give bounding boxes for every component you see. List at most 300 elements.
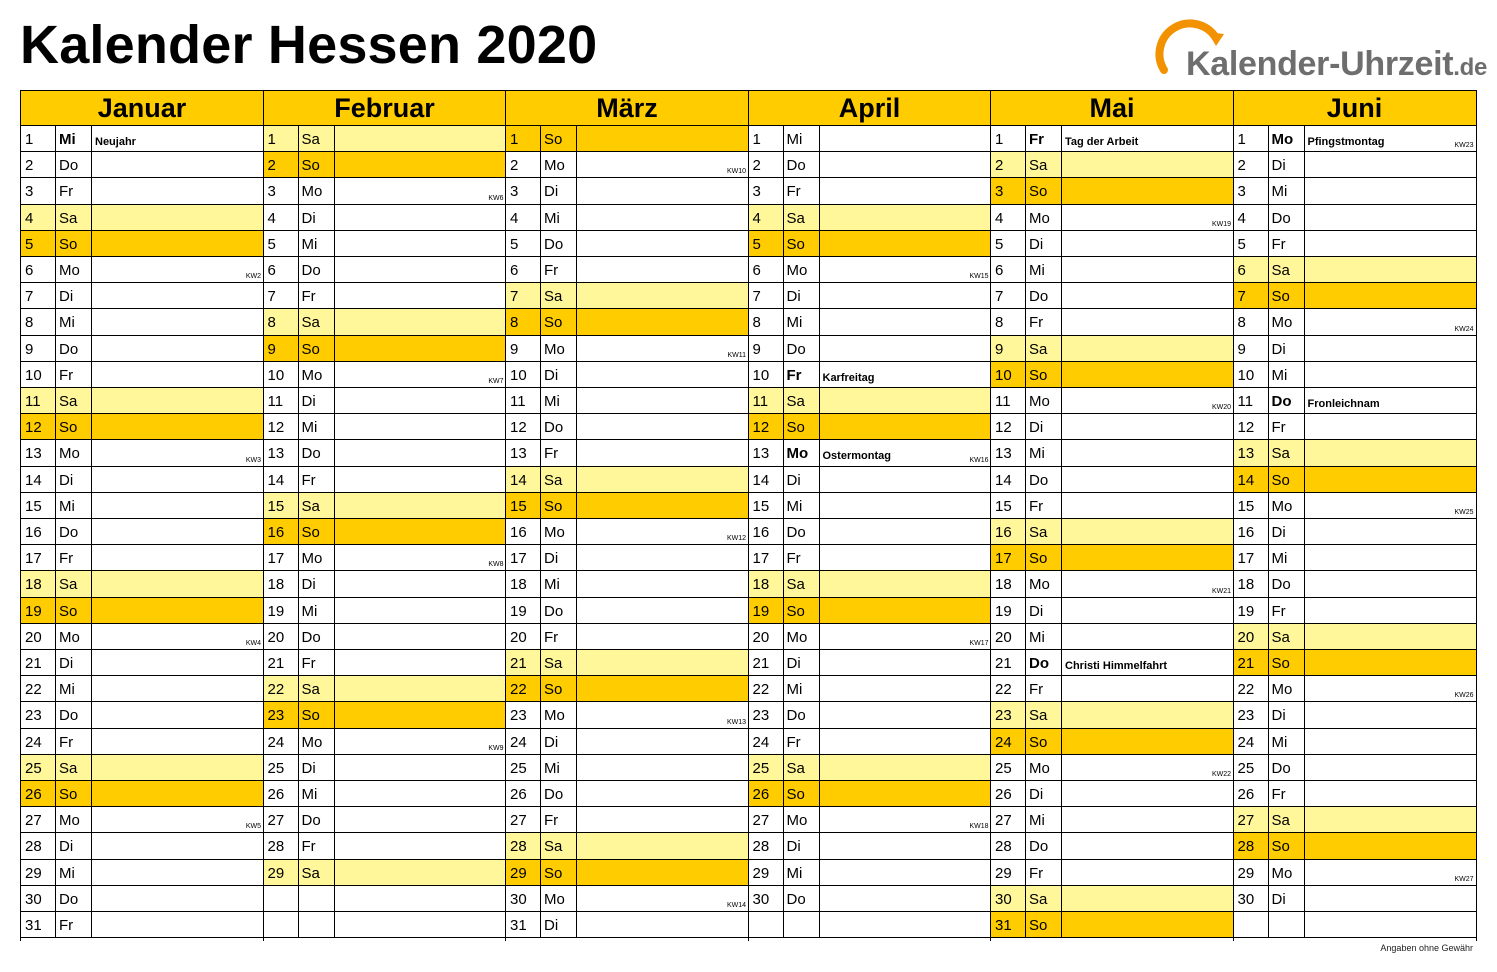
day-number: 25 [25,759,42,777]
weekday: Mo [59,628,80,646]
weekday: Di [1029,602,1044,620]
day-row[interactable] [749,729,991,755]
day-row[interactable] [1234,729,1476,755]
column-divider [334,598,335,623]
day-row[interactable] [1234,886,1476,912]
day-row[interactable] [749,440,991,466]
column-divider [91,624,92,649]
day-number: 13 [267,445,285,463]
column-divider [1268,309,1269,334]
day-row[interactable] [21,676,263,702]
day-row[interactable] [21,257,263,283]
column-divider [1304,912,1305,937]
day-row[interactable] [264,362,506,388]
day-row[interactable] [21,231,263,257]
day-row[interactable] [21,388,263,414]
day-row[interactable] [21,493,263,519]
day-row[interactable] [21,362,263,388]
day-row[interactable] [749,702,991,728]
column-divider [298,860,299,885]
day-row[interactable] [21,912,263,938]
day-row[interactable] [21,702,263,728]
day-row[interactable] [264,440,506,466]
column-divider [819,571,820,596]
day-row[interactable] [991,205,1233,231]
day-row[interactable] [506,283,748,309]
day-row[interactable] [21,650,263,676]
day-row[interactable] [506,912,748,938]
day-row[interactable] [506,650,748,676]
day-row[interactable] [749,336,991,362]
day-row[interactable] [991,336,1233,362]
day-row[interactable] [21,178,263,204]
column-divider [783,440,784,465]
day-row[interactable] [1234,571,1476,597]
day-row[interactable] [749,257,991,283]
day-row[interactable] [21,545,263,571]
day-row[interactable] [749,676,991,702]
day-row[interactable] [991,807,1233,833]
weekday: Fr [1029,131,1044,148]
day-row[interactable] [991,362,1233,388]
day-number: 9 [1237,340,1246,358]
day-row[interactable] [21,781,263,807]
day-number: 20 [1237,628,1255,646]
day-row[interactable] [991,152,1233,178]
weekday: Di [544,917,559,934]
weekday: So [786,602,805,620]
day-row[interactable] [1234,519,1476,545]
day-row[interactable] [506,571,748,597]
weekday: Fr [1271,235,1286,253]
weekday: So [1271,288,1290,306]
day-row[interactable] [506,860,748,886]
day-row[interactable] [991,414,1233,440]
weekday: Mi [1271,366,1288,384]
weekday: So [1271,838,1290,856]
day-row[interactable] [1234,414,1476,440]
day-row[interactable] [1234,440,1476,466]
day-row[interactable] [1234,624,1476,650]
column-divider [55,650,56,675]
weekday: Di [59,838,74,856]
day-row[interactable] [749,467,991,493]
day-row[interactable] [264,231,506,257]
day-row[interactable] [991,545,1233,571]
kalender-uhrzeit-logo[interactable] [1150,12,1488,84]
column-divider [91,152,92,177]
column-divider [91,362,92,387]
weekday: So [786,235,805,253]
column-divider [91,755,92,780]
column-divider [540,755,541,780]
day-row[interactable] [749,414,991,440]
day-row[interactable] [1234,650,1476,676]
column-divider [576,178,577,203]
week-number: KW14 [726,901,746,909]
day-row[interactable] [264,519,506,545]
column-divider [1061,598,1062,623]
day-row[interactable] [506,126,748,152]
day-row[interactable] [991,729,1233,755]
day-row[interactable] [749,912,991,938]
day-number: 6 [510,262,519,279]
day-row[interactable] [1234,860,1476,886]
column-divider [576,860,577,885]
weekday: So [1029,917,1048,934]
day-row[interactable] [991,598,1233,624]
day-row[interactable] [506,205,748,231]
weekday: So [786,786,805,803]
day-row[interactable] [1234,231,1476,257]
day-number: 7 [1237,288,1246,306]
day-row[interactable] [264,309,506,335]
day-row[interactable] [991,860,1233,886]
day-row[interactable] [264,152,506,178]
day-row[interactable] [21,598,263,624]
day-row[interactable] [506,807,748,833]
column-divider [576,729,577,754]
column-divider [1025,912,1026,937]
column-divider [1061,650,1062,675]
column-divider [298,152,299,177]
day-row[interactable] [1234,362,1476,388]
day-row[interactable] [991,912,1233,938]
weekday: Do [786,890,806,908]
day-row[interactable] [21,309,263,335]
day-row[interactable] [1234,283,1476,309]
day-row[interactable] [264,571,506,597]
day-row[interactable] [991,126,1233,152]
day-row[interactable] [991,571,1233,597]
weekday: Mi [1271,183,1288,201]
weekday: Do [1029,838,1049,856]
column-divider [1268,598,1269,623]
day-row[interactable] [21,624,263,650]
day-row[interactable] [991,257,1233,283]
day-row[interactable] [264,257,506,283]
day-number: 15 [995,497,1012,515]
day-row[interactable] [264,755,506,781]
day-row[interactable] [264,781,506,807]
weekday: Mi [544,759,560,777]
day-row[interactable] [264,336,506,362]
day-row[interactable] [991,178,1233,204]
day-row[interactable] [264,807,506,833]
day-row[interactable] [264,912,506,938]
day-row[interactable] [991,781,1233,807]
day-row[interactable] [21,467,263,493]
day-row[interactable] [1234,257,1476,283]
column-divider [819,388,820,413]
weekday: Mi [301,786,318,803]
column-divider [1061,833,1062,858]
column-divider [576,388,577,413]
day-row[interactable] [991,309,1233,335]
day-row[interactable] [21,440,263,466]
day-row[interactable] [749,126,991,152]
day-row[interactable] [749,388,991,414]
column-divider [819,781,820,806]
day-row[interactable] [21,833,263,859]
day-row[interactable] [506,388,748,414]
day-row[interactable] [506,886,748,912]
day-number: 1 [995,131,1004,148]
day-row[interactable] [264,729,506,755]
day-row[interactable] [991,519,1233,545]
day-row[interactable] [21,336,263,362]
day-row[interactable] [264,126,506,152]
day-row[interactable] [506,309,748,335]
day-row[interactable] [506,676,748,702]
column-divider [1061,755,1062,780]
column-divider [1304,519,1305,544]
day-row[interactable] [506,624,748,650]
column-divider [55,493,56,518]
day-row[interactable] [749,624,991,650]
column-divider [1025,178,1026,203]
weekday: Mo [544,157,565,175]
day-row[interactable] [749,493,991,519]
weekday: Do [59,890,79,908]
week-number: KW18 [969,823,989,831]
day-row[interactable] [506,362,748,388]
column-divider [298,283,299,308]
day-row[interactable] [264,388,506,414]
holiday-label: Fronleichnam [1307,398,1380,410]
day-row[interactable] [506,336,748,362]
day-row[interactable] [264,493,506,519]
day-number: 9 [995,340,1004,358]
column-divider [55,126,56,151]
column-divider [1061,886,1062,911]
week-number: KW9 [488,744,504,752]
day-row[interactable] [506,467,748,493]
day-row[interactable] [506,781,748,807]
day-row[interactable] [264,676,506,702]
day-row[interactable] [1234,598,1476,624]
day-row[interactable] [749,545,991,571]
day-row[interactable] [264,833,506,859]
day-row[interactable] [506,729,748,755]
column-divider [576,545,577,570]
day-row[interactable] [991,493,1233,519]
column-divider [783,336,784,361]
day-row[interactable] [1234,152,1476,178]
day-row[interactable] [749,781,991,807]
day-row[interactable] [991,650,1233,676]
day-row[interactable] [749,886,991,912]
day-number: 28 [752,838,770,856]
day-row[interactable] [991,440,1233,466]
day-number: 18 [510,576,527,594]
column-divider [1025,571,1026,596]
column-divider [334,309,335,334]
day-row[interactable] [264,860,506,886]
day-row[interactable] [264,178,506,204]
day-number: 18 [25,576,42,594]
day-row[interactable] [749,598,991,624]
day-row[interactable] [749,650,991,676]
day-number: 28 [1237,838,1255,856]
day-row[interactable] [749,309,991,335]
day-row[interactable] [1234,676,1476,702]
column-divider [783,650,784,675]
day-row[interactable] [1234,178,1476,204]
day-row[interactable] [264,545,506,571]
day-row[interactable] [1234,336,1476,362]
day-row[interactable] [1234,545,1476,571]
day-row[interactable] [21,755,263,781]
day-row[interactable] [506,519,748,545]
day-row[interactable] [264,598,506,624]
day-row[interactable] [991,833,1233,859]
day-row[interactable] [749,231,991,257]
day-row[interactable] [1234,309,1476,335]
column-divider [1061,336,1062,361]
day-row[interactable] [506,231,748,257]
day-number: 31 [25,917,42,934]
day-row[interactable] [991,467,1233,493]
week-number: KW20 [1211,404,1231,412]
day-number: 11 [995,393,1011,410]
column-divider [55,676,56,701]
day-row[interactable] [506,178,748,204]
day-row[interactable] [1234,493,1476,519]
day-row[interactable] [749,362,991,388]
day-row[interactable] [749,807,991,833]
column-divider [1304,833,1305,858]
day-row[interactable] [21,205,263,231]
column-divider [55,178,56,203]
weekday: Fr [1271,419,1286,437]
day-row[interactable] [264,283,506,309]
day-row[interactable] [991,886,1233,912]
column-divider [783,545,784,570]
day-row[interactable] [1234,205,1476,231]
column-divider [55,336,56,361]
column-divider [1061,702,1062,727]
day-row[interactable] [264,702,506,728]
day-row[interactable] [21,807,263,833]
column-divider [1268,676,1269,701]
weekday: Sa [786,393,805,410]
day-number: 11 [510,393,526,410]
weekday: Di [59,655,74,672]
day-row[interactable] [264,205,506,231]
day-number: 18 [1237,576,1255,594]
day-row[interactable] [991,702,1233,728]
day-row[interactable] [991,755,1233,781]
column-divider [1304,729,1305,754]
weekday: Sa [544,655,563,672]
day-row[interactable] [506,598,748,624]
day-row[interactable] [1234,702,1476,728]
day-row[interactable] [506,257,748,283]
day-row[interactable] [1234,467,1476,493]
day-row[interactable] [1234,388,1476,414]
day-number: 30 [995,890,1012,908]
day-row[interactable] [991,624,1233,650]
day-row[interactable] [506,545,748,571]
day-row[interactable] [21,126,263,152]
day-row[interactable] [506,493,748,519]
day-row[interactable] [21,414,263,440]
column-divider [55,702,56,727]
day-row[interactable] [264,650,506,676]
day-row[interactable] [991,676,1233,702]
day-row[interactable] [264,467,506,493]
day-row[interactable] [21,886,263,912]
day-row[interactable] [749,860,991,886]
day-row[interactable] [749,205,991,231]
column-divider [1304,440,1305,465]
day-row[interactable] [264,886,506,912]
day-row[interactable] [264,624,506,650]
column-divider [1268,860,1269,885]
weekday: Fr [59,550,74,568]
day-row[interactable] [21,519,263,545]
day-row[interactable] [1234,126,1476,152]
day-number: 22 [995,681,1012,699]
column-divider [55,414,56,439]
column-divider [1268,440,1269,465]
day-row[interactable] [1234,807,1476,833]
day-row[interactable] [749,571,991,597]
day-row[interactable] [1234,833,1476,859]
day-row[interactable] [749,152,991,178]
day-row[interactable] [749,519,991,545]
day-number: 28 [995,838,1012,856]
column-divider [91,467,92,492]
column-divider [334,886,335,911]
day-row[interactable] [749,755,991,781]
day-row[interactable] [749,833,991,859]
day-row[interactable] [991,283,1233,309]
day-row[interactable] [21,729,263,755]
day-row[interactable] [506,833,748,859]
day-row[interactable] [506,702,748,728]
day-number: 11 [267,393,284,410]
day-row[interactable] [21,860,263,886]
day-row[interactable] [749,178,991,204]
day-number: 2 [267,157,276,175]
day-row[interactable] [991,388,1233,414]
day-number: 6 [267,262,276,279]
day-row[interactable] [21,152,263,178]
day-row[interactable] [1234,912,1476,938]
column-divider [1025,126,1026,151]
column-divider [783,624,784,649]
day-row[interactable] [749,283,991,309]
weekday: Fr [786,183,801,201]
day-row[interactable] [264,414,506,440]
day-row[interactable] [1234,755,1476,781]
day-row[interactable] [21,571,263,597]
day-row[interactable] [1234,781,1476,807]
month-column [990,90,1233,941]
column-divider [1061,467,1062,492]
day-row[interactable] [506,414,748,440]
column-divider [1025,676,1026,701]
day-row[interactable] [506,152,748,178]
column-divider [334,493,335,518]
weekday: Fr [786,733,801,751]
day-row[interactable] [506,755,748,781]
day-row[interactable] [991,231,1233,257]
day-row[interactable] [506,440,748,466]
day-row[interactable] [21,283,263,309]
